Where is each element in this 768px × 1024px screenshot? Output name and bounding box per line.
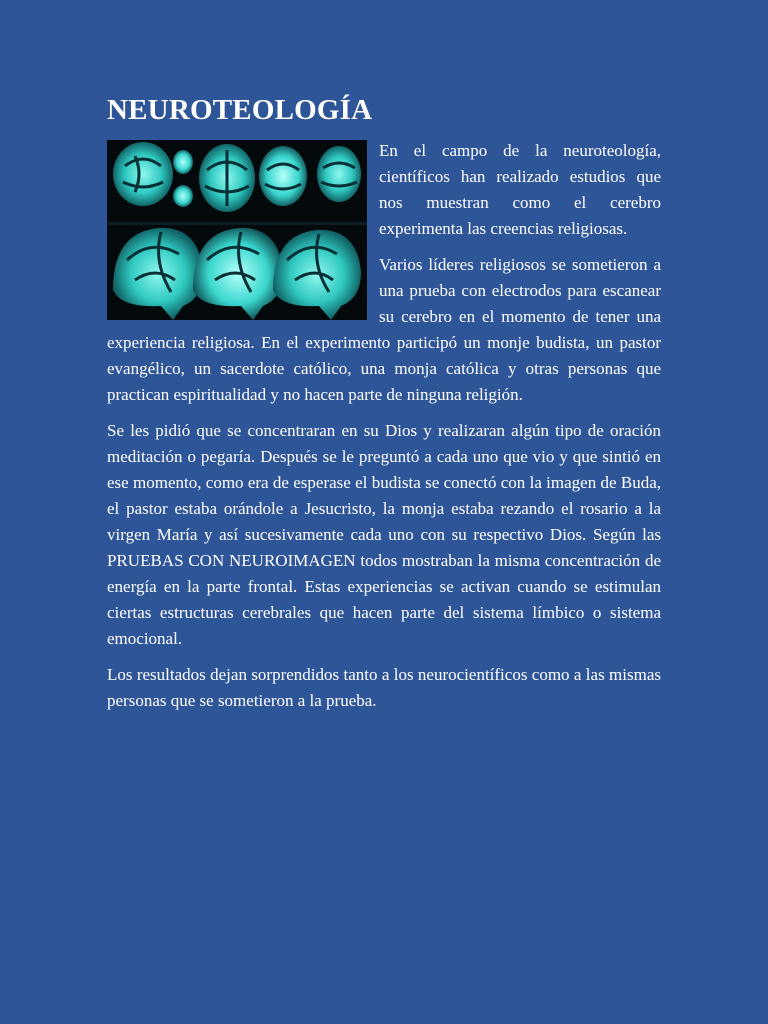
- paragraph-2: Varios líderes religiosos se sometieron a una prueba con electrodos para escanear su cerebro en el momento de tener una experiencia religiosa. En el experimento participó un monje budista, un pastor evangélico, un sacerdote católico, una monja católica y otras personas que practican espiritualidad y no hacen parte de ninguna religión.: [107, 255, 661, 404]
- page-title: NEUROTEOLOGÍA: [107, 94, 373, 126]
- paragraph-4: Los resultados dejan sorprendidos tanto a los neurocientíficos como a las mismas personas que se sometieron a la prueba.: [107, 665, 661, 710]
- brain-scan-icon: [107, 140, 367, 320]
- paragraph-3: Se les pidió que se concentraran en su Dios y realizaran algún tipo de oración meditación o pegaría. Después se le preguntó a cada uno que vio y que sintió en ese momento, como era de esperase el budista se conectó con la imagen de Buda, el pastor estaba orándole a Jesucristo, la monja estaba rezando el rosario a la virgen María y así sucesivamente cada uno con su respectivo Dios. Según las PRUEBAS CON NEUROIMAGEN todos mostraban la misma concentración de energía en la parte frontal. Estas experiencias se activan cuando se estimulan ciertas estructuras cerebrales que hacen parte del sistema límbico o sistema emocional.: [107, 421, 661, 648]
- paragraph-1: En el campo de la neuroteología, científicos han realizado estudios que nos muestran como el cerebro experimenta las creencias religiosas.: [379, 141, 661, 238]
- brain-scan-image: [107, 140, 367, 320]
- document-body: [107, 88, 661, 724]
